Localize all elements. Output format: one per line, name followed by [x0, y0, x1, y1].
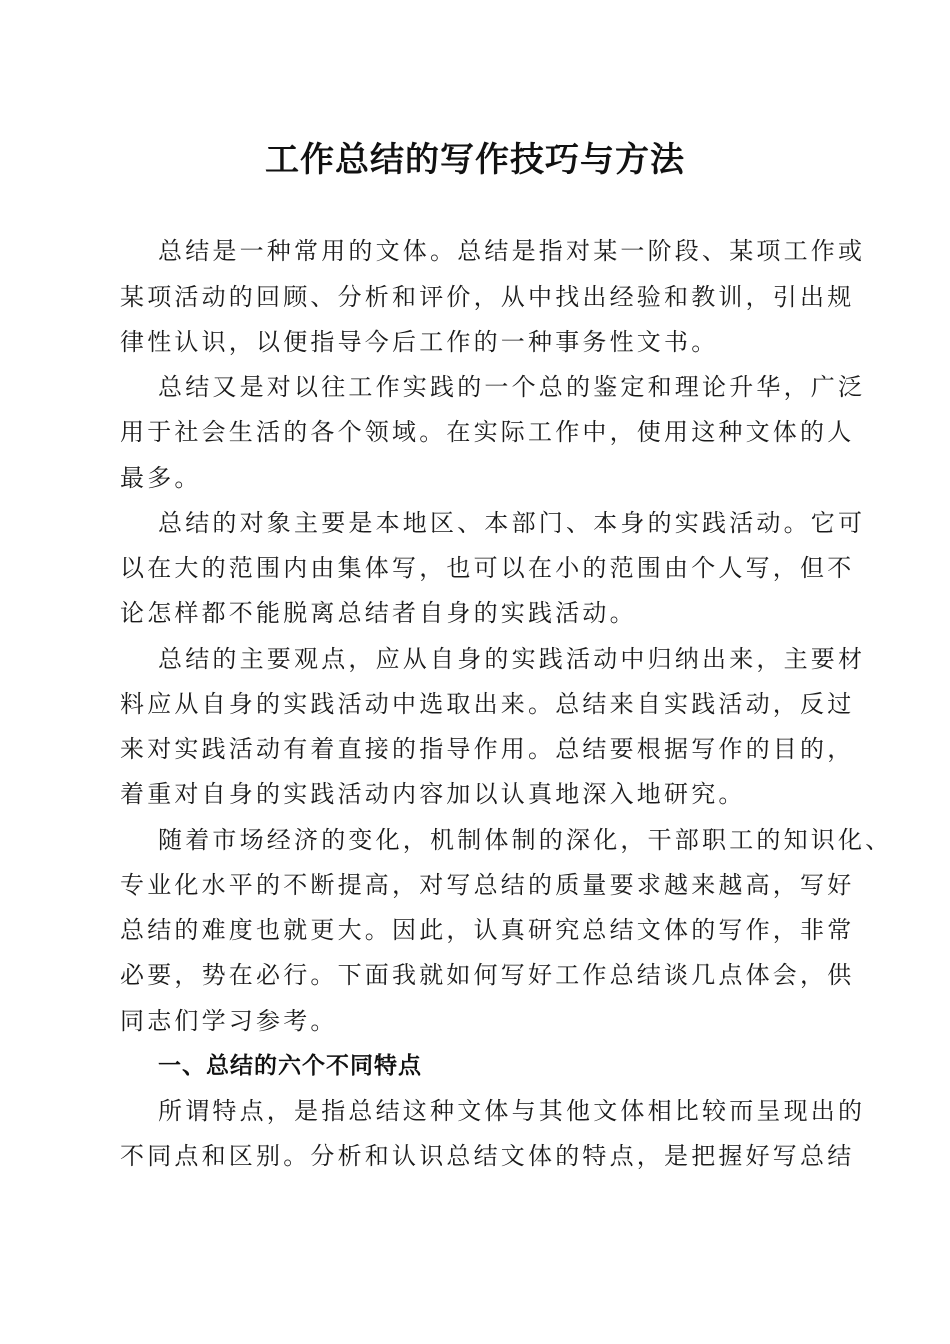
- body-line: 总结的难度也就更大。因此，认真研究总结文体的写作，非常: [120, 916, 855, 944]
- body-line: 总结又是对以往工作实践的一个总的鉴定和理论升华，广泛: [158, 373, 866, 401]
- body-line: 律性认识，以便指导今后工作的一种事务性文书。: [120, 328, 719, 356]
- body-line: 最多。: [120, 464, 202, 492]
- body-line: 料应从自身的实践活动中选取出来。总结来自实践活动，反过: [120, 690, 855, 718]
- body-line: 必要，势在必行。下面我就如何写好工作总结谈几点体会，供: [120, 961, 855, 989]
- body-line: 总结的对象主要是本地区、本部门、本身的实践活动。它可: [158, 509, 866, 537]
- section-heading: 一、总结的六个不同特点: [158, 1053, 422, 1079]
- document-title: 工作总结的写作技巧与方法: [265, 140, 685, 180]
- body-line: 随着市场经济的变化，机制体制的深化，干部职工的知识化、: [158, 826, 893, 854]
- body-line: 不同点和区别。分析和认识总结文体的特点，是把握好写总结: [120, 1142, 855, 1170]
- body-line: 着重对自身的实践活动内容加以认真地深入地研究。: [120, 780, 746, 808]
- body-line: 总结的主要观点，应从自身的实践活动中归纳出来，主要材: [158, 645, 866, 673]
- body-line: 用于社会生活的各个领域。在实际工作中，使用这种文体的人: [120, 418, 855, 446]
- body-line: 论怎样都不能脱离总结者自身的实践活动。: [120, 599, 637, 627]
- body-line: 来对实践活动有着直接的指导作用。总结要根据写作的目的，: [120, 735, 855, 763]
- body-line: 以在大的范围内由集体写，也可以在小的范围由个人写，但不: [120, 554, 855, 582]
- body-line: 专业化水平的不断提高，对写总结的质量要求越来越高，写好: [120, 871, 855, 899]
- body-line: 所谓特点，是指总结这种文体与其他文体相比较而呈现出的: [158, 1097, 866, 1125]
- body-line: 同志们学习参考。: [120, 1007, 338, 1035]
- body-line: 某项活动的回顾、分析和评价，从中找出经验和教训，引出规: [120, 283, 855, 311]
- body-line: 总结是一种常用的文体。总结是指对某一阶段、某项工作或: [158, 237, 866, 265]
